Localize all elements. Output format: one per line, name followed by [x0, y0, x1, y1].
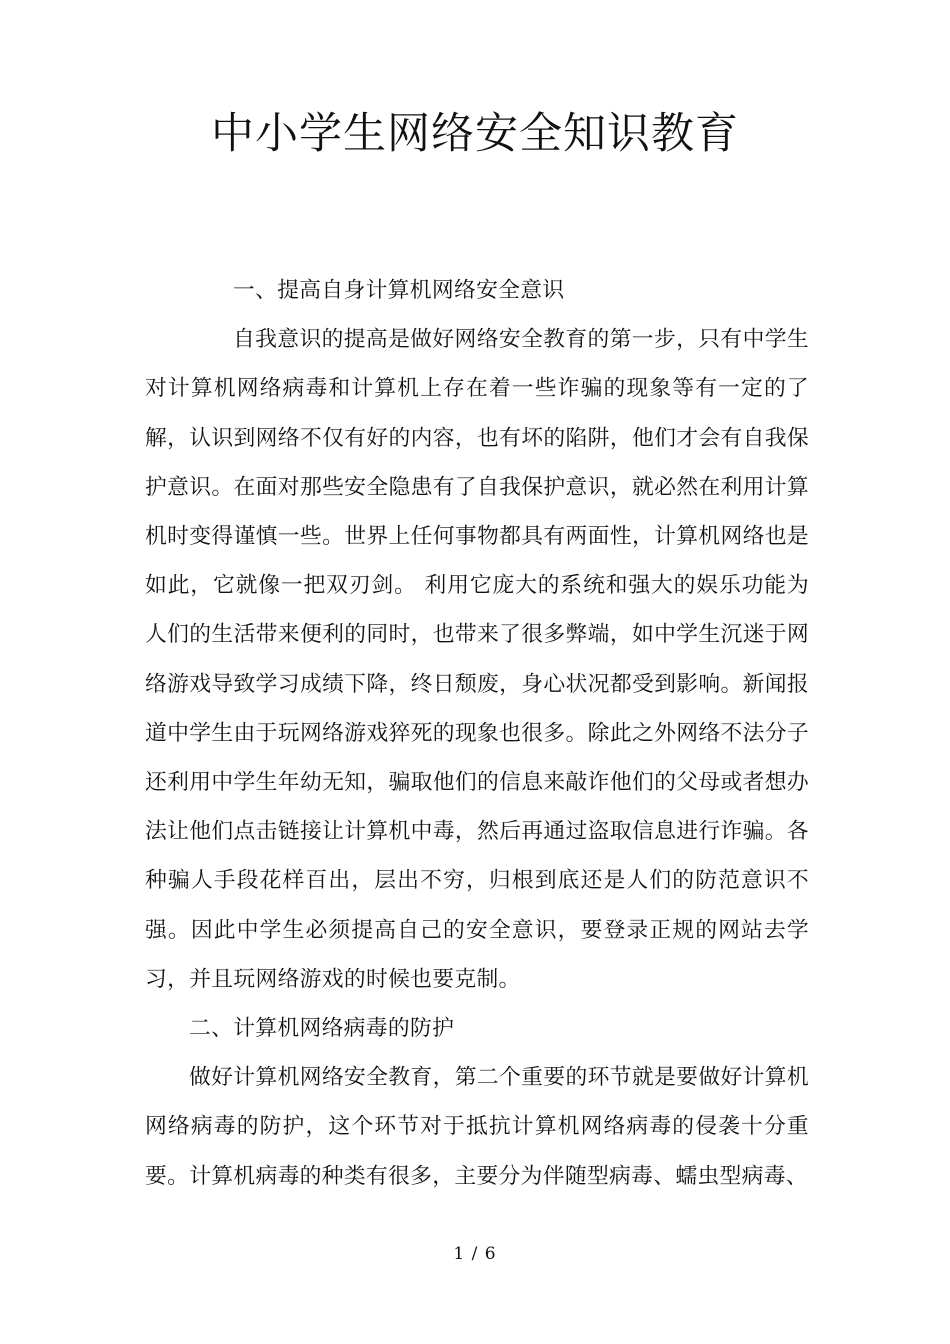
- section-heading-2: 二、计算机网络病毒的防护: [189, 1016, 455, 1042]
- page-number: 1 / 6: [453, 1244, 497, 1264]
- section-paragraph-2: 做好计算机网络安全教育，第二个重要的环节就是要做好计算机网络病毒的防护，这个环节对于抵抗计算机网络病毒的侵袭十分重要。计算机病毒的种类有很多，主要分为伴随型病毒、蠕虫型病毒、: [145, 1065, 809, 1189]
- section-heading-1: 一、提高自身计算机网络安全意识: [233, 278, 565, 303]
- document-body: [145, 266, 809, 1201]
- document-title: 中小学生网络安全知识教育: [211, 109, 739, 159]
- section-paragraph-1: 自我意识的提高是做好网络安全教育的第一步，只有中学生对计算机网络病毒和计算机上存在着一些诈骗的现象等有一定的了解，认识到网络不仅有好的内容，也有坏的陷阱，他们才会有自我保护意识。在面对那些安全隐患有了自我保护意识，就必然在利用计算机时变得谨慎一些。世界上任何事物都具有两面性，计算机网络也是如此，它就像一把双刃剑。 利用它庞大的系统和强大的娱乐功能为人们的生活带来便利的同时，也带来了很多弊端，如中学生沉迷于网络游戏导致学习成绩下降，终日颓废，身心状况都受到影响。新闻报道中学生由于玩网络游戏猝死的现象也很多。除此之外网络不法分子还利用中学生年幼无知，骗取他们的信息来敲诈他们的父母或者想办法让他们点击链接让计算机中毒，然后再通过盗取信息进行诈骗。各种骗人手段花样百出，层出不穷，归根到底还是人们的防范意识不强。因此中学生必须提高自己的安全意识，要登录正规的网站去学习，并且玩网络游戏的时候也要克制。: [145, 327, 809, 992]
